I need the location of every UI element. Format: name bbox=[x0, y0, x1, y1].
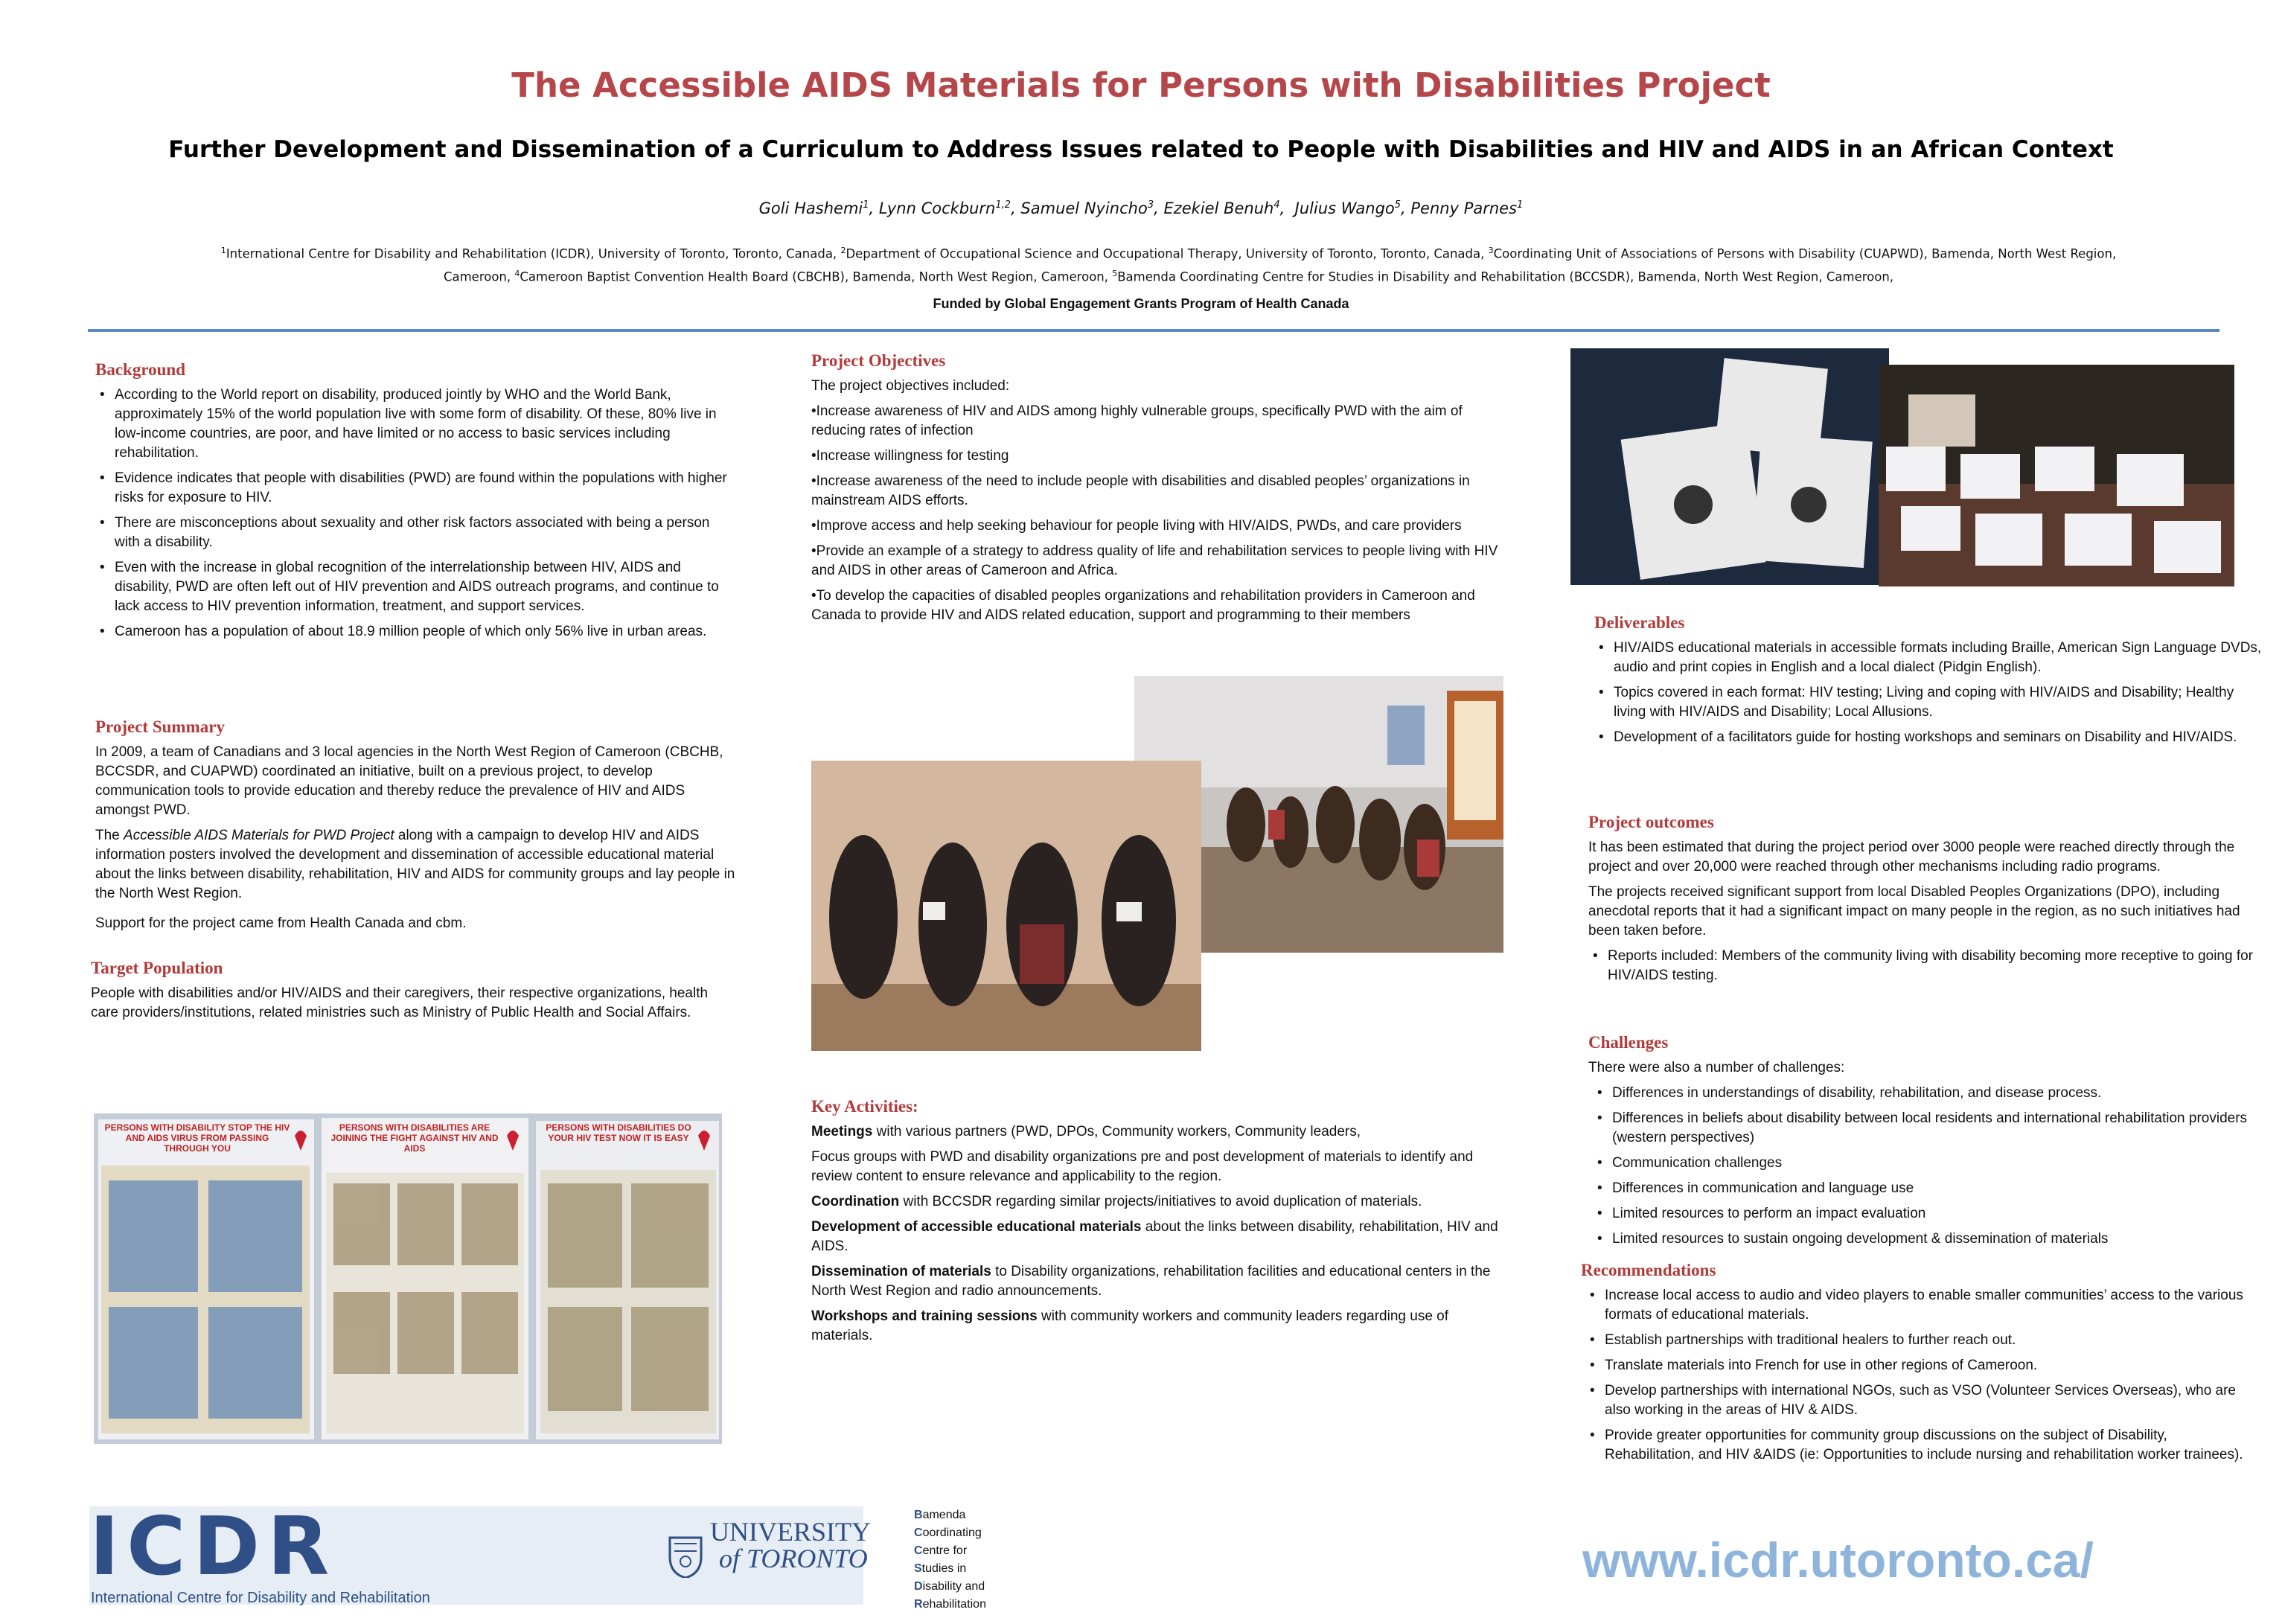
icdr-logo: ICDR bbox=[89, 1500, 337, 1593]
author: Julius Wango bbox=[1294, 199, 1395, 217]
section-heading: Background bbox=[95, 360, 186, 379]
affiliations: $^1$International Centre for Disability and Rehabilitation (ICDR), University of Toronto, Toronto, Canada, $^2$Department of Occupational Science and Occupational Therapy, University of Toronto, Toronto, Canada, $^3$Coordinating Unit of Associations of Persons with Disability (CUAPWD), Bamenda, North West Region, Cameroon, $^4$Cameroon Baptist Convention Health Board (CBCHB), Bamenda, North West Region, Cameroon, $^5$Bamenda Coordinating Centre for Studies in Disability and Rehabilitation (BCCSDR), Bamenda, North West Region, Cameroon, bbox=[220, 246, 2117, 284]
list-item: • Limited resources to sustain ongoing development & dissemination of materials bbox=[1612, 1230, 2258, 1249]
background-section bbox=[95, 360, 735, 648]
list-item: • Evidence indicates that people with disabilities (PWD) are found within the populations with higher risks for exposure to HIV. bbox=[115, 469, 735, 508]
list-item: • Communication challenges bbox=[1612, 1154, 2258, 1173]
paragraph: The projects received significant support from local Disabled Peoples Organizations (DPO), including anecdotal reports that it had a significant impact on many people in the region, as no such initiatives had been taken before. bbox=[1588, 884, 2240, 939]
challenges-section bbox=[1588, 1033, 2258, 1255]
bccsdr-logo-text: Bamenda Coordinating Centre for Studies in Disability and Rehabilitation bbox=[914, 1509, 986, 1611]
paragraph: The project objectives included: bbox=[811, 378, 1010, 394]
list-item: • Develop partnerships with international NGOs, such as VSO (Volunteer Services Overseas), who are also working in the areas of HIV & AIDS. bbox=[1605, 1381, 2258, 1420]
poster-subtitle: Further Development and Dissemination of a Curriculum to Address Issues related to People with Disabilities and HIV and AIDS in an African Context bbox=[168, 136, 2114, 163]
list-item: • Differences in communication and language use bbox=[1612, 1179, 2258, 1198]
activities-section bbox=[811, 1097, 1511, 1352]
list-item: • Provide greater opportunities for community group discussions on the subject of Disability, Rehabilitation, and HIV &AIDS (ie: Opportunities to include nursing and rehabilitation worker trainees). bbox=[1605, 1426, 2258, 1465]
list-item: •Improve access and help seeking behaviour for people living with HIV/AIDS, PWDs, and care providers bbox=[811, 518, 1462, 534]
uoft-crest-icon bbox=[668, 1536, 703, 1578]
recommendations-section bbox=[1581, 1261, 2258, 1471]
list-item: Focus groups with PWD and disability organizations pre and post development of materials to identify and review content to ensure relevance and applicability to the region. bbox=[811, 1149, 1474, 1184]
list-item: • Topics covered in each format: HIV testing; Living and coping with HIV/AIDS and Disability; Healthy living with HIV/AIDS and Disability; Local Allusions. bbox=[1614, 683, 2264, 722]
list-item: • Differences in understandings of disability, rehabilitation, and disease process. bbox=[1612, 1084, 2258, 1103]
author: Penny Parnes bbox=[1410, 199, 1518, 217]
header-divider bbox=[88, 329, 2219, 332]
list-item: • There are misconceptions about sexuality and other risk factors associated with being a person with a disability. bbox=[115, 514, 735, 552]
paragraph: There were also a number of challenges: bbox=[1588, 1060, 1845, 1075]
poster-caption: PERSONS WITH DISABILITY STOP THE HIV AND AIDS VIRUS FROM PASSING THROUGH YOU bbox=[104, 1122, 290, 1154]
list-item: • Translate materials into French for use in other regions of Cameroon. bbox=[1605, 1356, 2258, 1375]
icdr-uoft-logo-bar bbox=[89, 1500, 871, 1606]
section-heading: Project Summary bbox=[95, 717, 225, 736]
list-item: • Reports included: Members of the community living with disability becoming more receptive to going for HIV/AIDS testing. bbox=[1608, 947, 2258, 985]
author-list: Goli Hashemi$^1$, Lynn Cockburn$^{1,2}$, Samuel Nyincho$^3$, Ezekiel Benuh$^4$, Julius Wango$^5$, Penny Parnes$^1$ bbox=[758, 199, 1524, 217]
list-item: Development of accessible educational materials about the links between disability, rehabilitation, HIV and AIDS. bbox=[811, 1219, 1498, 1254]
icdr-logo-subtitle: International Centre for Disability and Rehabilitation bbox=[91, 1590, 430, 1606]
list-item: • Development of a facilitators guide for hosting workshops and seminars on Disability and HIV/AIDS. bbox=[1614, 728, 2264, 747]
section-heading: Project outcomes bbox=[1588, 813, 1714, 831]
paragraph: It has been estimated that during the project period over 3000 people were reached directly through the project and over 20,000 were reached through other mechanisms including radio programs. bbox=[1588, 840, 2235, 875]
list-item: Dissemination of materials to Disability organizations, rehabilitation facilities and educational centers in the North West Region and radio announcements. bbox=[811, 1264, 1491, 1299]
list-item: • Establish partnerships with traditional healers to further reach out. bbox=[1605, 1331, 2258, 1350]
list-item: • Increase local access to audio and video players to enable smaller communities’ access to the various formats of educational materials. bbox=[1605, 1286, 2258, 1325]
uoft-logo: UNIVERSITY of TORONTO bbox=[710, 1517, 871, 1573]
posters-photo bbox=[94, 1113, 722, 1444]
poster-caption: PERSONS WITH DISABILITIES ARE JOINING THE FIGHT AGAINST HIV AND AIDS bbox=[330, 1122, 499, 1154]
author: Ezekiel Benuh bbox=[1163, 199, 1274, 217]
posters-image bbox=[94, 1113, 722, 1444]
summary-section bbox=[95, 717, 735, 939]
target-section bbox=[91, 959, 735, 1023]
meeting-photo-left bbox=[811, 761, 1201, 1051]
list-item: •To develop the capacities of disabled peoples organizations and rehabilitation providers in Cameroon and Canada to provide HIV and AIDS related education, support and programming to their members bbox=[811, 588, 1475, 623]
list-item: • Differences in beliefs about disability between local residents and international rehabilitation providers (western perspectives) bbox=[1612, 1109, 2258, 1148]
list-item: •Increase willingness for testing bbox=[811, 448, 1009, 464]
author: Goli Hashemi bbox=[758, 199, 863, 217]
deliverables-section bbox=[1594, 613, 2264, 753]
paragraph: Support for the project came from Health Canada and cbm. bbox=[95, 915, 467, 931]
list-item: Workshops and training sessions with community workers and community leaders regarding use of materials. bbox=[811, 1308, 1449, 1343]
list-item: • Cameroon has a population of about 18.9 million people of which only 56% live in urban areas. bbox=[115, 622, 735, 642]
materials-photo-right bbox=[1879, 365, 2234, 586]
section-heading: Recommendations bbox=[1581, 1261, 1716, 1279]
list-item: Coordination with BCCSDR regarding similar projects/initiatives to avoid duplication of materials. bbox=[811, 1194, 1422, 1209]
list-item: • Limited resources to perform an impact evaluation bbox=[1612, 1204, 2258, 1224]
funding-note: Funded by Global Engagement Grants Program of Health Canada bbox=[933, 296, 1349, 311]
list-item: • According to the World report on disability, produced jointly by WHO and the World Bank, approximately 15% of the world population live with some form of disability. Of these, 80% live in low-income countries, are poor, and have limited or no access to basic services including rehabilitation. bbox=[115, 386, 735, 463]
list-item: •Provide an example of a strategy to address quality of life and rehabilitation services to people living with HIV and AIDS in other areas of Cameroon and Africa. bbox=[811, 543, 1498, 578]
objectives-section bbox=[811, 351, 1511, 631]
author: Lynn Cockburn bbox=[878, 199, 996, 217]
list-item: • Even with the increase in global recognition of the interrelationship between HIV, AIDS and disability, PWD are often left out of HIV prevention and AIDS outreach programs, and continue to lack access to HIV prevention information, treatment, and support services. bbox=[115, 558, 735, 616]
section-heading: Deliverables bbox=[1594, 613, 1685, 632]
paragraph: The Accessible AIDS Materials for PWD Project along with a campaign to develop HIV and AIDS information posters involved the development and dissemination of accessible educational material about the links between disability, rehabilitation, HIV and AIDS for community groups and lay people in the North West Region. bbox=[95, 828, 735, 901]
outcomes-section bbox=[1588, 813, 2258, 991]
list-item: Meetings with various partners (PWD, DPOs, Community workers, Community leaders, bbox=[811, 1124, 1361, 1139]
list-item: • HIV/AIDS educational materials in accessible formats including Braille, American Sign Language DVDs, audio and print copies in English and a local dialect (Pidgin English). bbox=[1614, 639, 2264, 677]
author: Samuel Nyincho bbox=[1020, 199, 1148, 217]
section-heading: Challenges bbox=[1588, 1033, 1669, 1052]
section-heading: Project Objectives bbox=[811, 351, 946, 370]
website-url[interactable]: www.icdr.utoronto.ca/ bbox=[1582, 1532, 2094, 1588]
paragraph: People with disabilities and/or HIV/AIDS and their caregivers, their respective organizations, health care providers/institutions, related ministries such as Ministry of Public Health and Social Affairs. bbox=[91, 985, 709, 1020]
materials-photo-left bbox=[1570, 348, 1889, 585]
poster-caption: PERSONS WITH DISABILITIES DO YOUR HIV TEST NOW IT IS EASY bbox=[546, 1122, 691, 1143]
paragraph: In 2009, a team of Canadians and 3 local agencies in the North West Region of Cameroon (CBCHB, BCCSDR, and CUAPWD) coordinated an initiative, built on a previous project, to develop communication tools to provide education and thereby reduce the prevalence of HIV and AIDS amongst PWD. bbox=[95, 744, 723, 818]
section-heading: Target Population bbox=[91, 959, 223, 977]
poster-title: The Accessible AIDS Materials for Persons with Disabilities Project bbox=[511, 65, 1771, 105]
list-item: •Increase awareness of HIV and AIDS among highly vulnerable groups, specifically PWD with the aim of reducing rates of infection bbox=[811, 403, 1463, 438]
list-item: •Increase awareness of the need to include people with disabilities and disabled peoples’ organizations in mainstream AIDS efforts. bbox=[811, 473, 1470, 508]
section-heading: Key Activities: bbox=[811, 1097, 918, 1116]
